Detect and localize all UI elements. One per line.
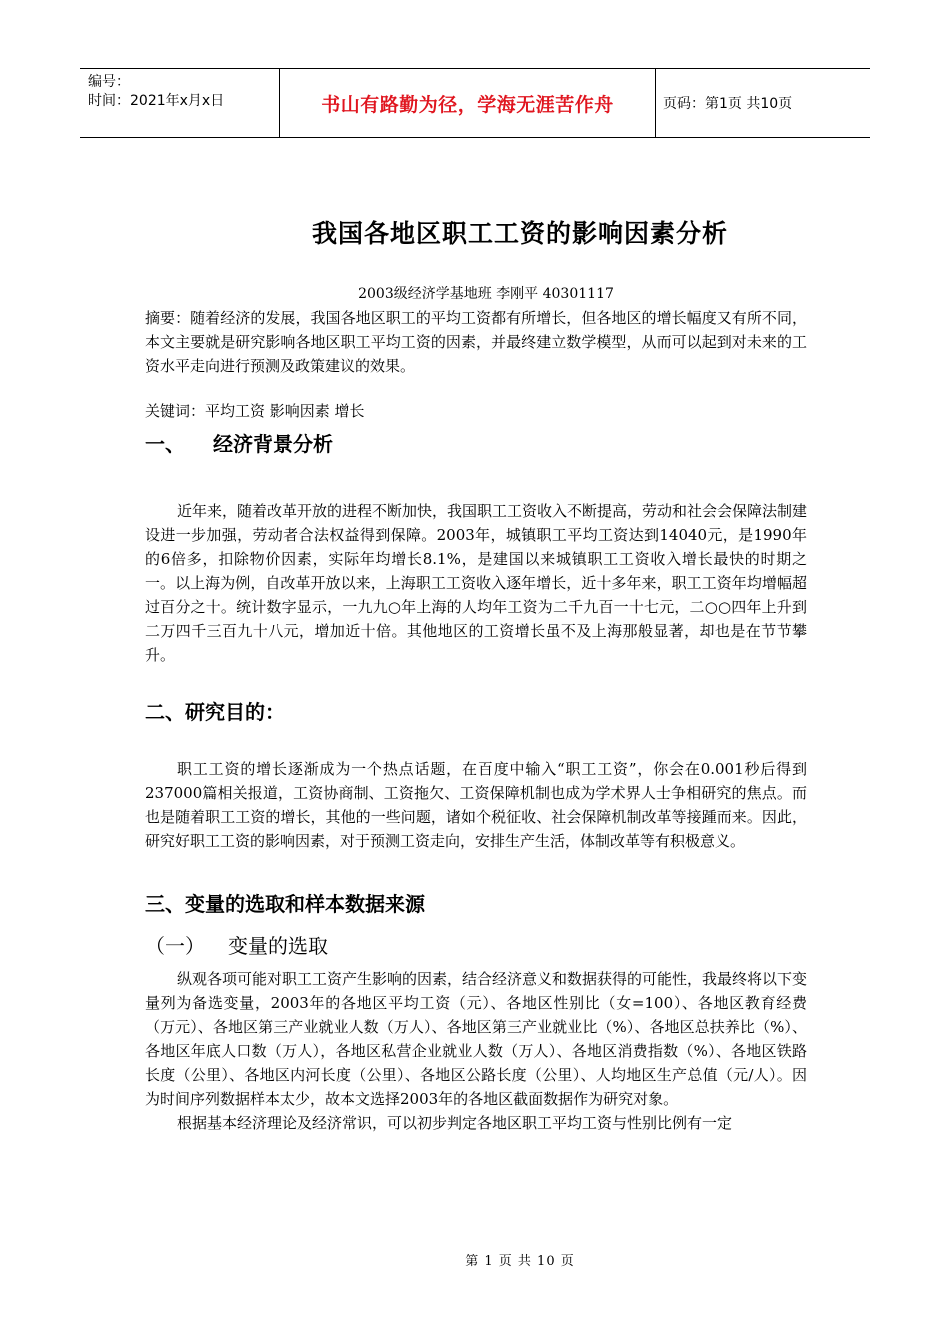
section-3-heading: 三、变量的选取和样本数据来源 [145, 892, 425, 916]
date-label: 时间：2021年x月x日 [88, 93, 225, 109]
document-body [145, 282, 807, 1135]
section-1-heading [145, 429, 807, 459]
section-3-paragraph-1: 纵观各项可能对职工工资产生影响的因素，结合经济意义和数据获得的可能性，我最终将以下变量列为备选变量，2003年的各地区平均工资（元）、各地区性别比（女=100）、各地区教育经费（万元）、各地区第三产业就业人数（万人）、各地区第三产业就业比（%）、各地区总扶养比（%）、各地区年底人口数（万人），各地区私营企业就业人数（万人）、各地区消费指数（%）、各地区铁路长度（公里）、各地区内河长度（公里）、各地区公路长度（公里）、人均地区生产总值（元/人）。因为时间序列数据样本太少，故本文选择2003年的各地区截面数据作为研究对象。 [145, 970, 808, 1108]
abstract-paragraph: 摘要：随着经济的发展，我国各地区职工的平均工资都有所增长，但各地区的增长幅度又有所不同，本文主要就是研究影响各地区职工平均工资的因素，并最终建立数学模型，从而可以起到对未来的工资水平走向进行预测及政策建议的效果。 [145, 309, 807, 375]
section-1-title: 经济背景分析 [213, 432, 333, 456]
section-1-paragraph: 近年来，随着改革开放的进程不断加快，我国职工工资收入不断提高，劳动和社会会保障法制建设进一步加强，劳动者合法权益得到保障。2003年，城镇职工平均工资达到14040元，是1990年的6倍多，扣除物价因素，实际年均增长8.1%，是建国以来城镇职工工资收入增长最快的时期之一。以上海为例，自改革开放以来，上海职工工资收入逐年增长，近十多年来，职工工资年均增幅超过百分之十。统计数字显示，一九九○年上海的人均年工资为二千九百一十七元，二○○四年上升到二万四千三百九十八元，增加近十倍。其他地区的工资增长虽不及上海那般显著，却也是在节节攀升。 [145, 502, 808, 664]
subsection-1-title: 变量的选取 [228, 934, 328, 958]
serial-number-label: 编号： [88, 74, 130, 90]
page-footer: 第 1 页 共 10 页 [465, 1254, 575, 1269]
keywords-line: 关键词：平均工资 影响因素 增长 [145, 402, 365, 420]
author-line: 2003级经济学基地班 李刚平 40301117 [358, 286, 614, 302]
section-2-heading: 二、研究目的： [145, 700, 285, 724]
subsection-1-heading [145, 931, 807, 961]
section-3-paragraph-2: 根据基本经济理论及经济常识，可以初步判定各地区职工平均工资与性别比例有一定 [177, 1114, 733, 1132]
header-motto: 书山有路勤为径，学海无涯苦作舟 [280, 69, 656, 137]
section-2-paragraph: 职工工资的增长逐渐成为一个热点话题，在百度中输入“职工工资”，你会在0.001秒后得到237000篇相关报道，工资协商制、工资拖欠、工资保障机制也成为学术界人士争相研究的焦点。而也是随着职工工资的增长，其他的一些问题，诸如个税征收、社会保障机制改革等接踵而来。因此，研究好职工工资的影响因素，对于预测工资走向，安排生产生活，体制改革等有积极意义。 [145, 760, 807, 850]
document-title: 我国各地区职工工资的影响因素分析 [311, 219, 728, 248]
subsection-1-number: （一） [145, 934, 205, 958]
header-page-info: 页码：第1页 共10页 [663, 96, 793, 112]
header-meta [80, 69, 280, 137]
page-header [80, 68, 870, 138]
section-1-number: 一、 [145, 432, 185, 456]
